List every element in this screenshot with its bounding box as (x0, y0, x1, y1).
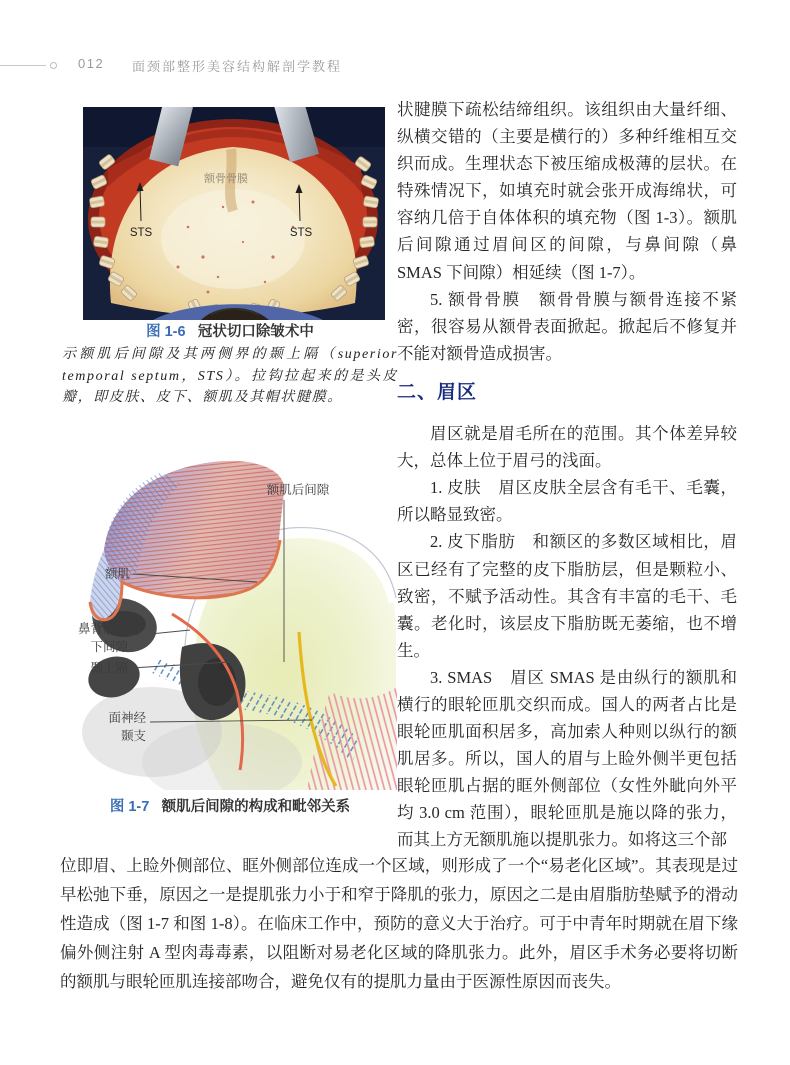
photo-label-periosteum: 额骨骨膜 (204, 173, 248, 185)
photo-label-sts-left: STS (129, 227, 153, 239)
page-header (0, 55, 790, 77)
figure-1-6-photo (83, 107, 385, 320)
paragraph-galea-tissue: 状腱膜下疏松结缔组织。该组织由大量纤细、纵横交错的（主要是横行的）多种纤维相互交织而成。生理状态下被压缩成极薄的层状。在特殊情况下，如填充时就会张开成海绵状，可容纳几倍于自体体积的填充物（图 1-3）。额肌后间隙通过眉间区的间隙，与鼻间隙（鼻 SMAS 下间隙）相延续（图 1-7）。 (397, 100, 737, 282)
figure-1-6-caption (60, 320, 400, 341)
paragraph-skin: 1. 皮肤 眉区皮肤全层含有毛干、毛囊，所以略显致密。 (397, 478, 737, 525)
figure-1-7-drawing (62, 432, 397, 790)
header-rule (0, 65, 46, 66)
paragraph-aging-zone: 位即眉、上睑外侧部位、眶外侧部位连成一个区域，则形成了一个“易老化区域”。其表现是过早松弛下垂，原因之一是提肌张力小于和窄于降肌的张力，原因之二是由眉脂肪垫赋予的滑动性造成（图 1-7 和图 1-8）。在临床工作中，预防的意义大于治疗。可于中青年时期就在眉下缘偏外侧注射 A 型肉毒毒素，以阻断对易老化区域的降肌张力。此外，眉区手术务必要将切断的额肌与眼轮匝肌连接部吻合，避免仅有的提肌力量由于医源性原因而丧失。 (60, 856, 738, 991)
label-facial-nerve-line1: 面神经 (108, 711, 146, 725)
paragraph-subcutaneous-fat: 2. 皮下脂肪 和额区的多数区域相比，眉区已经有了完整的皮下脂肪层，但是颗粒小、致密，不赋予活动性。其含有丰富的毛干、毛囊。老化时，该层皮下脂肪既无萎缩，也不增生。 (397, 532, 737, 660)
figure-1-7-caption-label: 图 1-7 (109, 799, 150, 815)
book-title: 面颈部整形美容结构解剖学教程 (132, 59, 343, 74)
header-dot-ornament (50, 62, 57, 69)
label-facial-nerve-line2: 颞支 (120, 729, 146, 743)
figure-1-6-caption-label: 图 1-6 (146, 324, 186, 340)
label-superior-temporal-septum: 颞上隔 (90, 661, 128, 675)
photo-label-sts-right: STS (289, 227, 313, 239)
section-heading-brow-area: 二、眉区 (397, 381, 478, 403)
paragraph-smas: 3. SMAS 眉区 SMAS 是由纵行的额肌和横行的眼轮匝肌交织而成。国人的两者占比是眼轮匝肌面积居多，高加索人种则以纵行的额肌居多。所以，国人的眉与上睑外侧半更包括眼轮匝肌占据的眶外侧部位（女性外眦向外平均 3.0 cm 范围），眼轮匝肌是施以降的张力，而其上方无额肌施以提肌张力。如将这三个部 (397, 667, 737, 850)
figure-1-6-caption-title: 冠状切口除皱术中 (197, 324, 314, 340)
figure-1-6-description: 示额肌后间隙及其两侧界的颞上隔（superior temporal septum，STS）。拉钩拉起来的是头皮瓣，即皮肤、皮下、额肌及其帽状腱膜。 (62, 347, 398, 405)
bottom-text-block (60, 851, 738, 996)
figure-1-7-caption-title: 额肌后间隙的构成和毗邻关系 (161, 799, 351, 815)
paragraph-brow-intro: 眉区就是眉毛所在的范围。其个体差异较大，总体上位于眉弓的浅面。 (397, 424, 737, 471)
label-nasal-fascia-space-line2: 下间隙 (90, 640, 128, 654)
right-text-column (397, 96, 737, 854)
page-number: 012 (78, 56, 105, 71)
label-frontalis-muscle: 额肌 (104, 567, 130, 581)
label-retrofrontalis-space: 额肌后间隙 (266, 483, 330, 497)
label-nasal-fascia-space-line1: 鼻背筋膜 (77, 622, 128, 636)
paragraph-frontal-periosteum: 5. 额骨骨膜 额骨骨膜与额骨连接不紧密，很容易从额骨表面掀起。掀起后不修复并不能对额骨造成损害。 (397, 289, 737, 363)
figure-1-7-caption (60, 795, 400, 816)
